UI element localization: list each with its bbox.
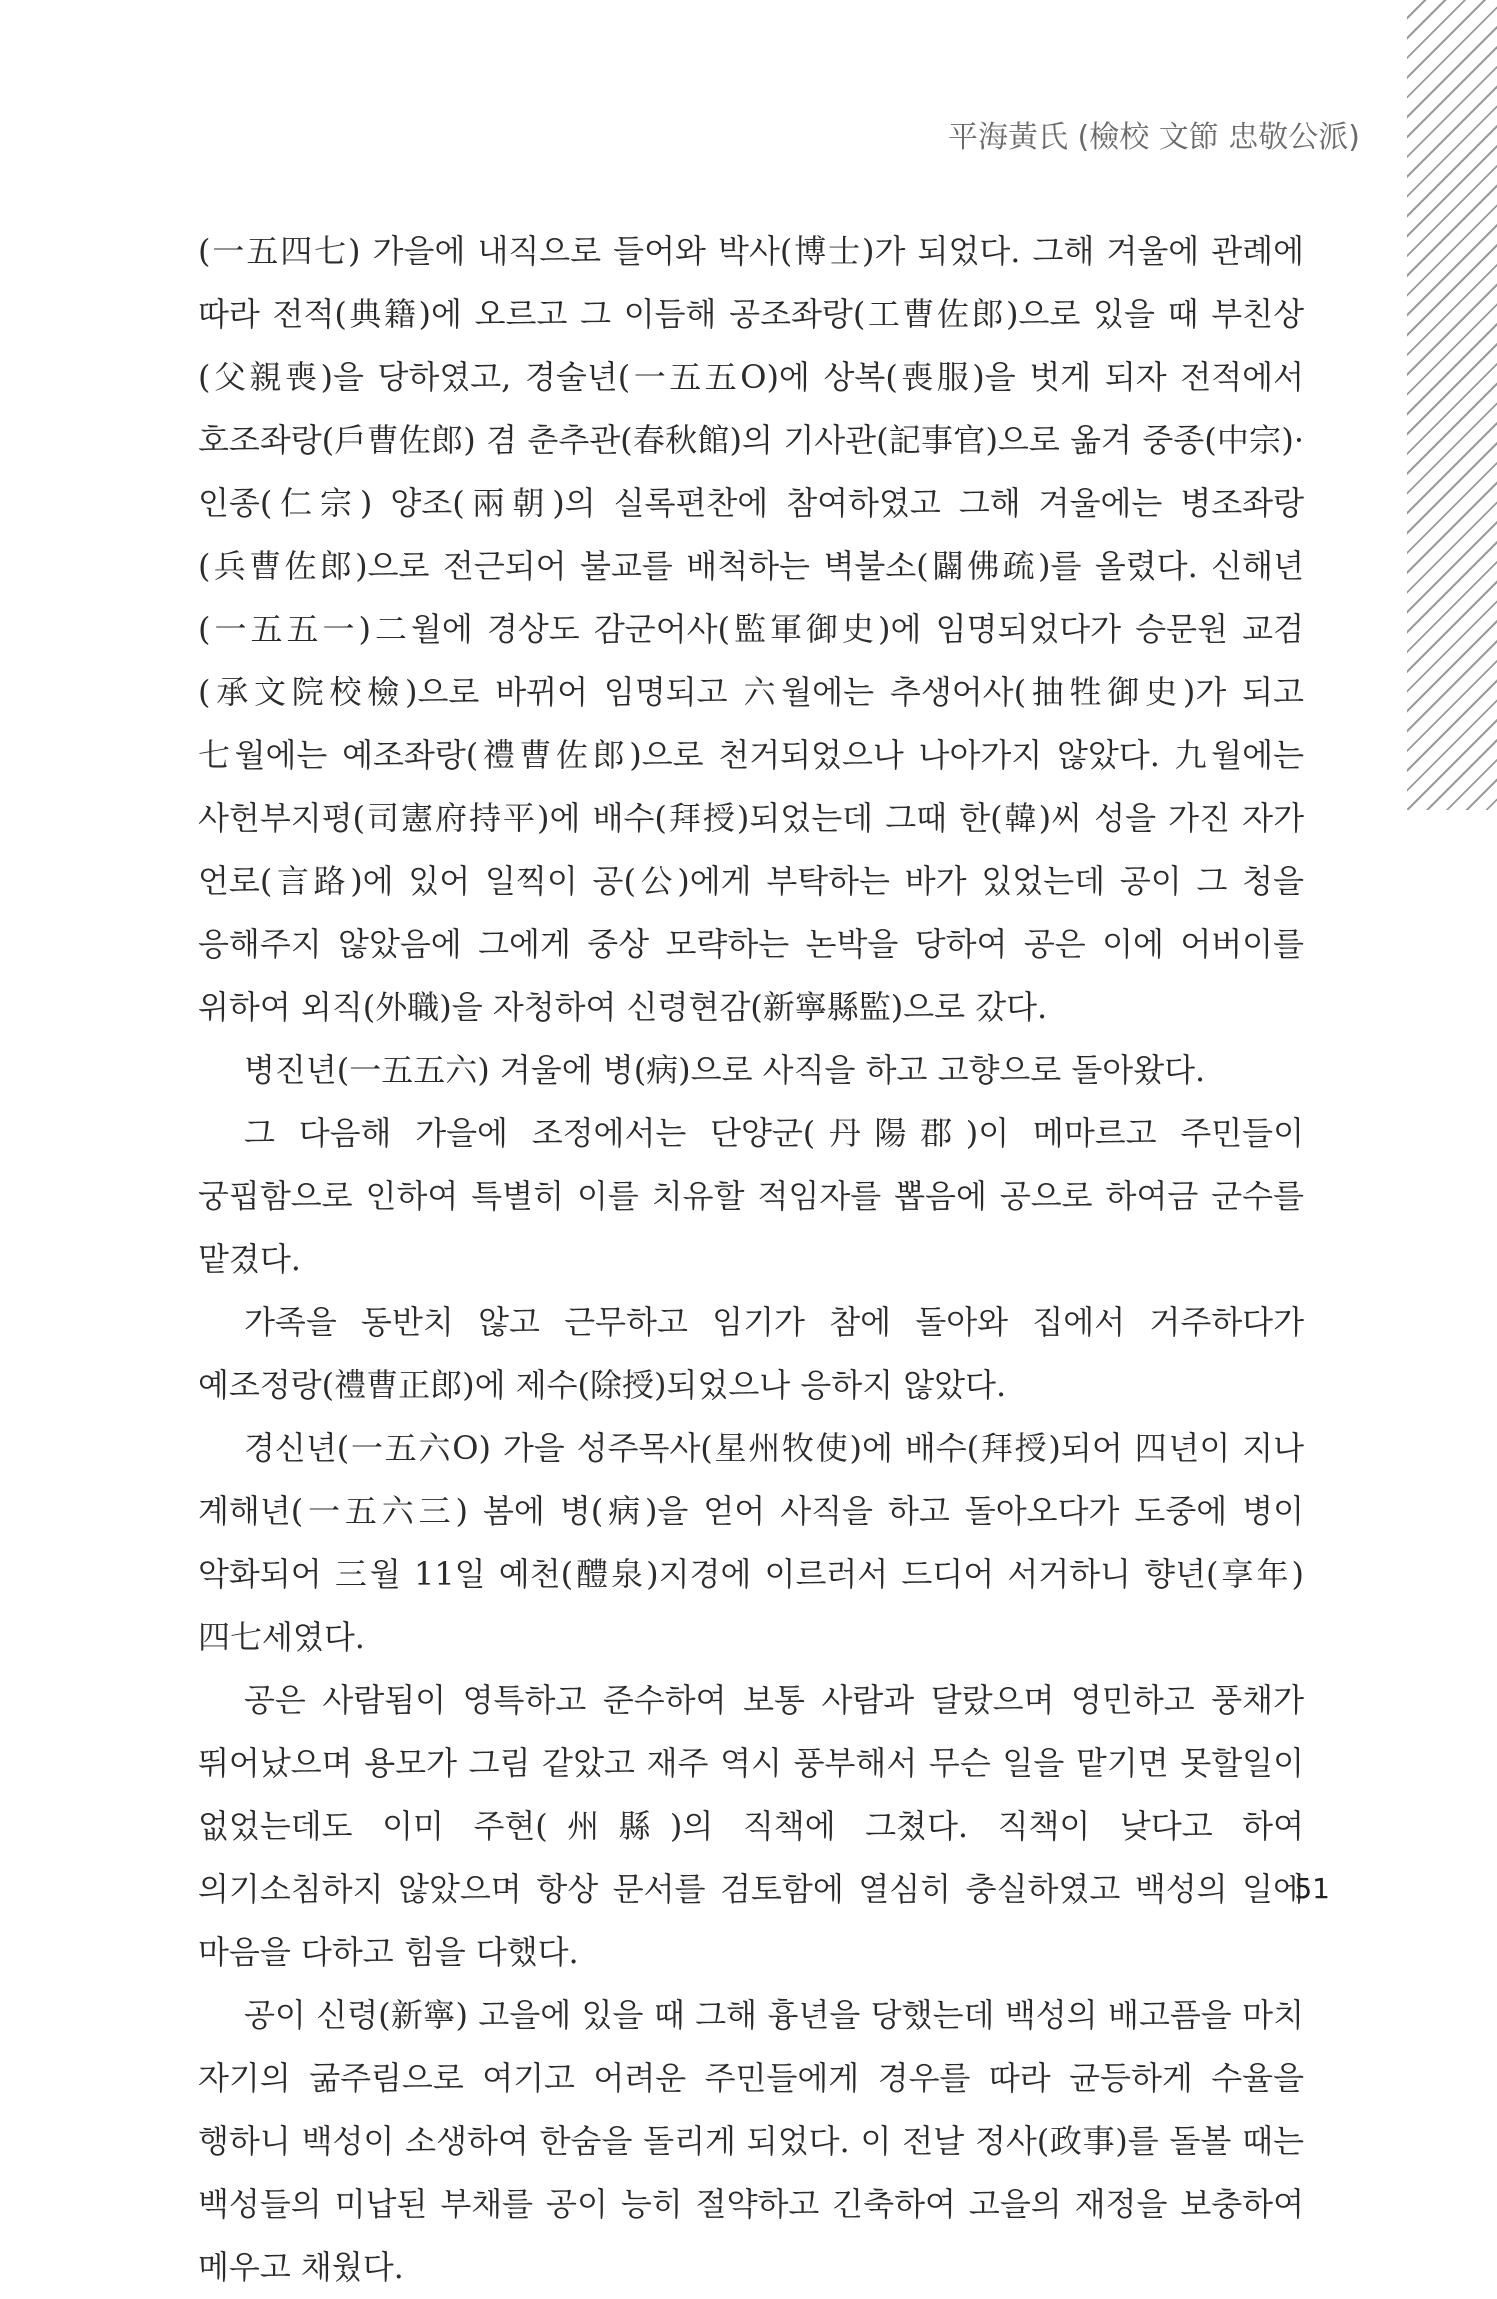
paragraph-1: (一五四七) 가을에 내직으로 들어와 박사(博士)가 되었다. 그해 겨울에 관례에 따라 전적(典籍)에 오르고 그 이듬해 공조좌랑(工曹佐郎)으로 있을 때 부친상(父親喪)을 당하였고, 경술년(一五五O)에 상복(喪服)을 벗게 되자 전적에서 호조좌랑(戶曹佐郎) 겸 춘추관(春秋館)의 기사관(記事官)으로 옮겨 중종(中宗)·인종(仁宗) 양조(兩朝)의 실록편찬에 참여하였고 그해 겨울에는 병조좌랑(兵曹佐郎)으로 전근되어 불교를 배척하는 벽불소(闢佛疏)를 올렸다. 신해년(一五五一)二월에 경상도 감군어사(監軍御史)에 임명되었다가 승문원 교검(承文院校檢)으로 바뀌어 임명되고 六월에는 추생어사(抽牲御史)가 되고 七월에는 예조좌랑(禮曹佐郎)으로 천거되었으나 나아가지 않았다. 九월에는 사헌부지평(司憲府持平)에 배수(拜授)되었는데 그때 한(韓)씨 성을 가진 자가 언로(言路)에 있어 일찍이 공(公)에게 부탁하는 바가 있었는데 공이 그 청을 응해주지 않았음에 그에게 중상 모략하는 논박을 당하여 공은 이에 어버이를 위하여 외직(外職)을 자청하여 신령현감(新寧縣監)으로 갔다. [198, 232, 1304, 1026]
running-header-title: 平海黃氏 (檢校 文節 忠敬公派) [947, 120, 1360, 155]
paragraph-6: 공은 사람됨이 영특하고 준수하여 보통 사람과 달랐으며 영민하고 풍채가 뛰어났으며 용모가 그림 같았고 재주 역시 풍부해서 무슨 일을 맡기면 못할일이 없었는데도 이미 주현(州縣)의 직책에 그쳤다. 직책이 낮다고 하여 의기소침하지 않았으며 항상 문서를 검토함에 열심히 충실하였고 백성의 일에 마음을 다하고 힘을 다했다. [198, 1681, 1304, 1971]
paragraph-5: 경신년(一五六O) 가을 성주목사(星州牧使)에 배수(拜授)되어 四년이 지나 계해년(一五六三) 봄에 병(病)을 얻어 사직을 하고 돌아오다가 도중에 병이 악화되어 三월 11일 예천(醴泉)지경에 이르러서 드디어 서거하니 향년(享年) 四七세였다. [198, 1429, 1304, 1656]
paragraph-3: 그 다음해 가을에 조정에서는 단양군(丹陽郡)이 메마르고 주민들이 궁핍함으로 인하여 특별히 이를 치유할 적임자를 뽑음에 공으로 하여금 군수를 맡겼다. [198, 1114, 1304, 1278]
decorative-hatch-pattern [1407, 0, 1497, 810]
page-number: 51 [1294, 1872, 1330, 1905]
paragraph-7: 공이 신령(新寧) 고을에 있을 때 그해 흉년을 당했는데 백성의 배고픔을 마치 자기의 굶주림으로 여기고 어려운 주민들에게 경우를 따라 균등하게 수율을 행하니 백성이 소생하여 한숨을 돌리게 되었다. 이 전날 정사(政事)를 돌볼 때는 백성들의 미납된 부채를 공이 능히 절약하고 긴축하여 고을의 재정을 보충하여 메우고 채웠다. [198, 1996, 1304, 2286]
paragraph-4: 가족을 동반치 않고 근무하고 임기가 참에 돌아와 집에서 거주하다가 예조정랑(禮曹正郎)에 제수(除授)되었으나 응하지 않았다. [198, 1303, 1304, 1404]
body-text [198, 220, 1304, 2299]
paragraph-2: 병진년(一五五六) 겨울에 병(病)으로 사직을 하고 고향으로 돌아왔다. [244, 1051, 1206, 1089]
